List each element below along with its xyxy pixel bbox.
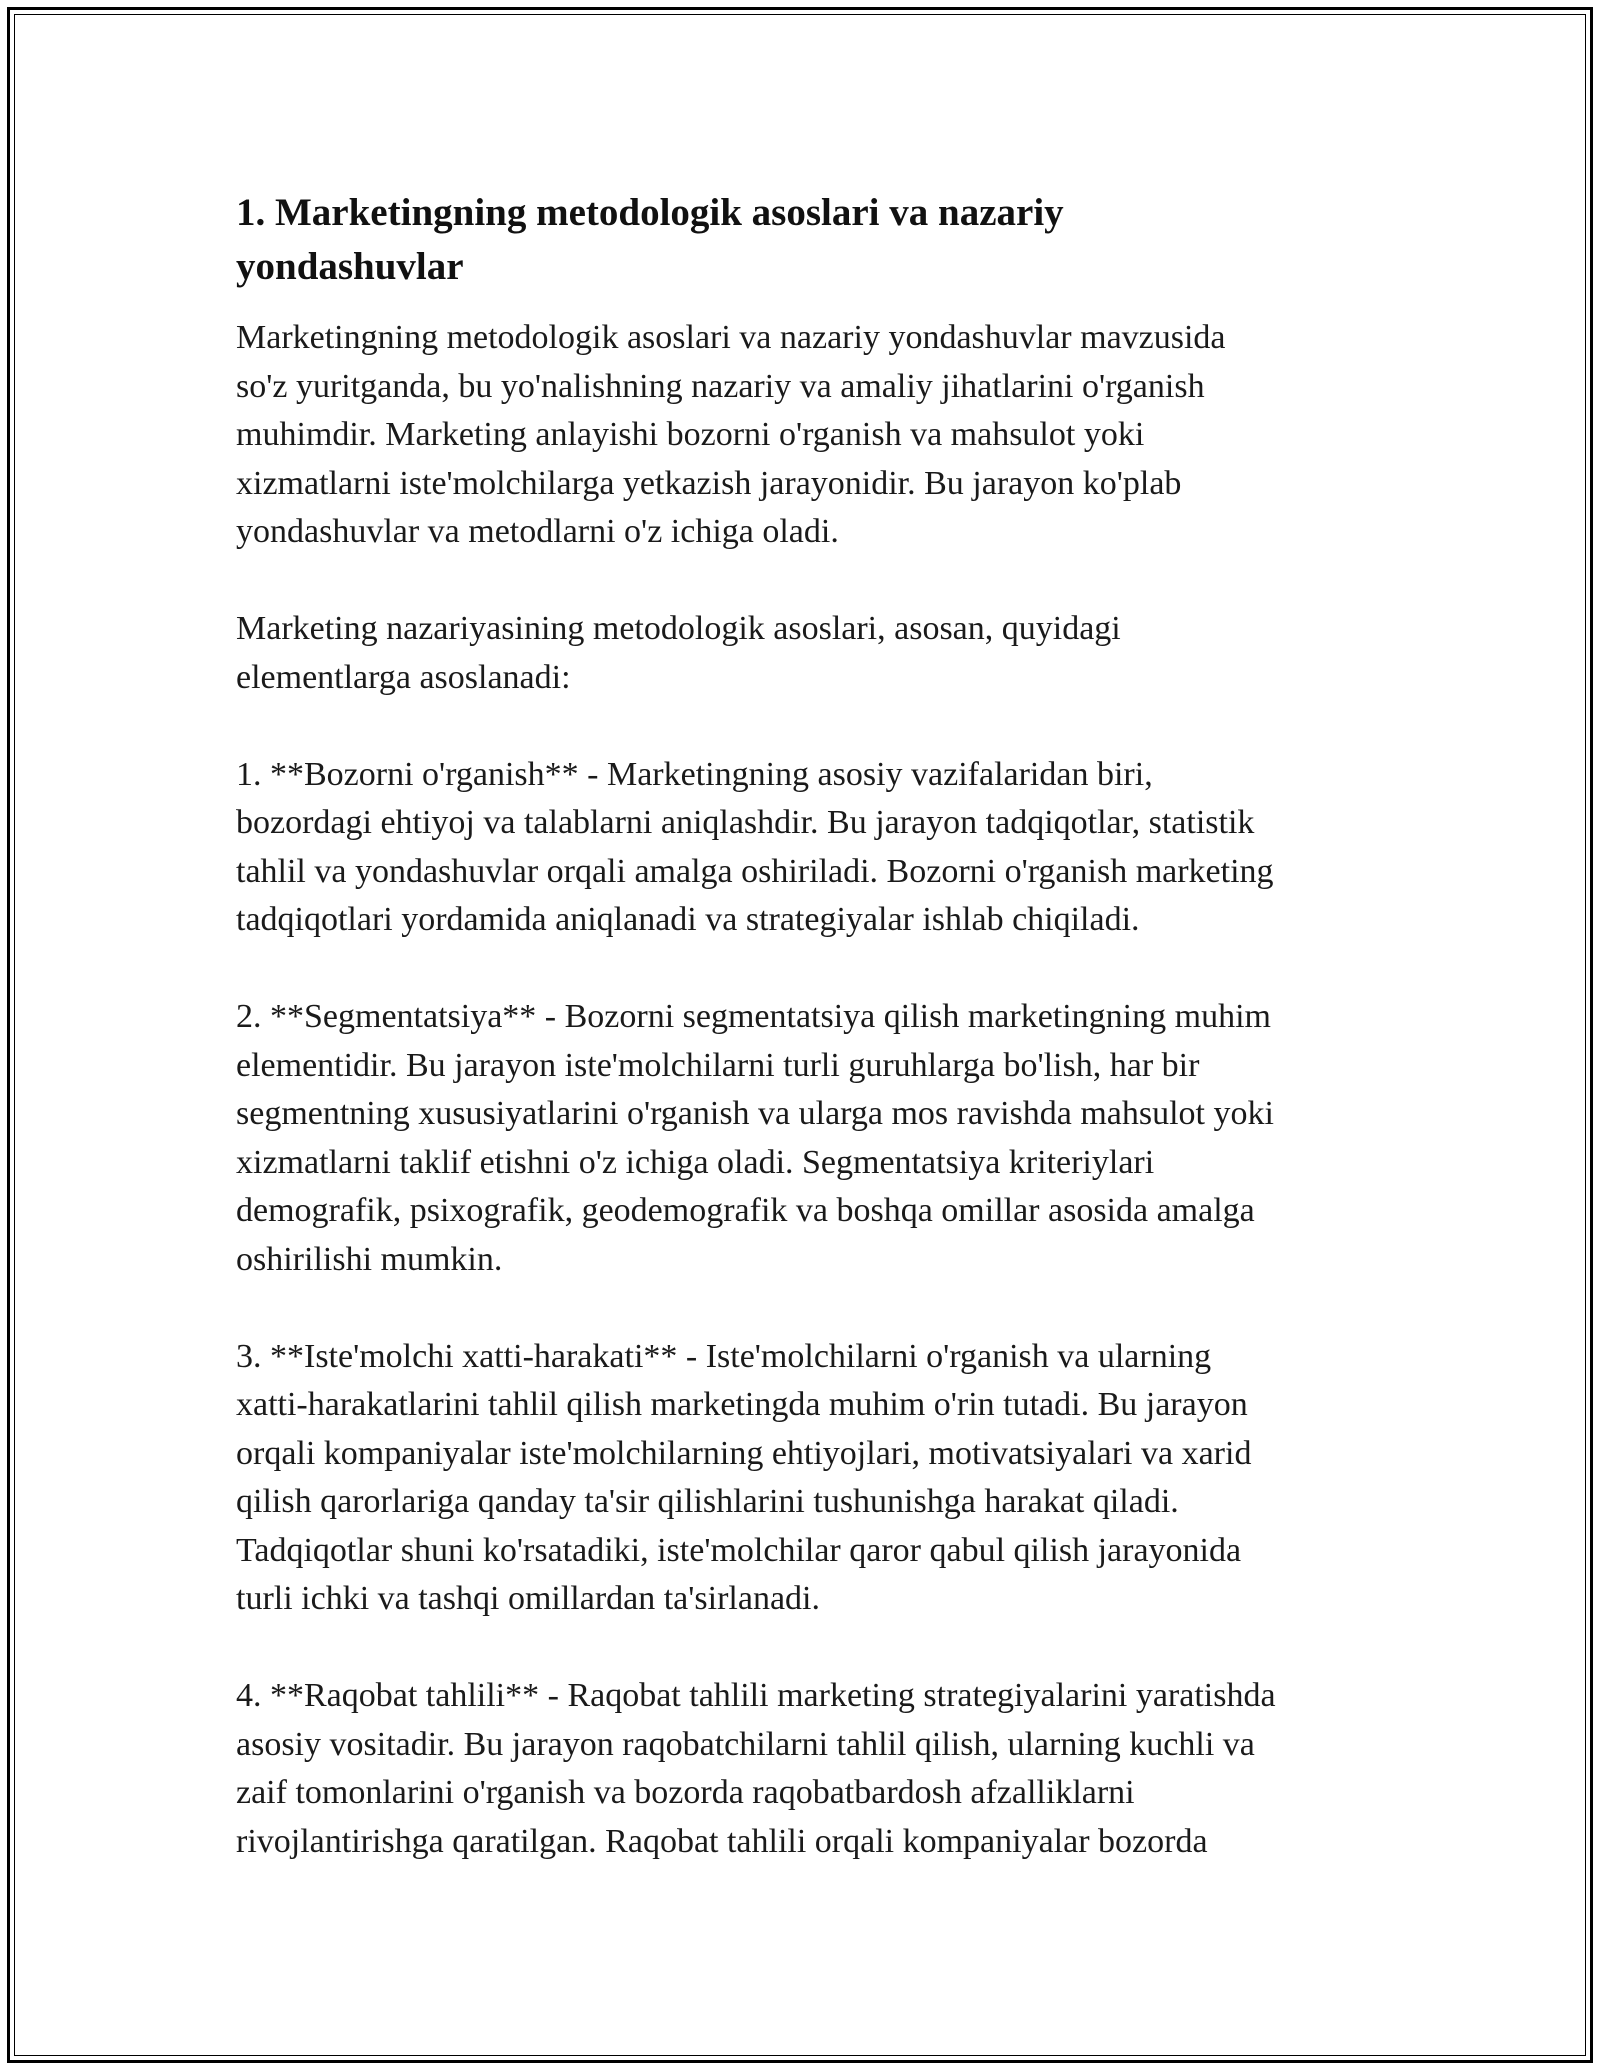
paragraph-item-competition-analysis: 4. **Raqobat tahlili** - Raqobat tahlili marketing strategiyalarini yaratishda asosiy vositadir. Bu jarayon raqobatchilarni tahlil qilish, ularning kuchli va zaif tomonlarini o'rganish va bozorda raqobatbardosh afzalliklarni rivojlantirishga qaratilgan. Raqobat tahlili orqali kompaniyalar bozorda — [236, 1677, 1276, 1860]
document-body — [236, 186, 1376, 1915]
paragraph-item-market-research: 1. **Bozorni o'rganish** - Marketingning asosiy vazifalaridan biri, bozordagi ehtiyoj va talablarni aniqlashdir. Bu jarayon tadqiqotlar, statistik tahlil va yondashuvlar orqali amalga oshiriladi. Bozorni o'rganish marketing tadqiqotlari yordamida aniqlanadi va strategiyalar ishlab chiqiladi. — [236, 755, 1274, 938]
paragraph-item-consumer-behavior: 3. **Iste'molchi xatti-harakati** - Iste'molchilarni o'rganish va ularning xatti-harakatlarini tahlil qilish marketingda muhim o'rin tutadi. Bu jarayon orqali kompaniyalar iste'molchilarning ehtiyojlari, motivatsiyalari va xarid qilish qarorlariga qanday ta'sir qilishlarini tushunishga harakat qiladi. Tadqiqotlar shuni ko'rsatadiki, iste'molchilar qaror qabul qilish jarayonida turli ichki va tashqi omillardan ta'sirlanadi. — [236, 1337, 1252, 1617]
section-heading: 1. Marketingning metodologik asoslari va nazariy yondashuvlar — [236, 191, 1064, 288]
paragraph-intro: Marketingning metodologik asoslari va nazariy yondashuvlar mavzusida so'z yuritganda, bu yo'nalishning nazariy va amaliy jihatlarini o'rganish muhimdir. Marketing anlayishi bozorni o'rganish va mahsulot yoki xizmatlarni iste'molchilarga yetkazish jarayonidir. Bu jarayon ko'plab yondashuvlar va metodlarni o'z ichiga oladi. — [236, 319, 1226, 550]
paragraph-item-segmentation: 2. **Segmentatsiya** - Bozorni segmentatsiya qilish marketingning muhim elementidir. Bu jarayon iste'molchilarni turli guruhlarga bo'lish, har bir segmentning xususiyatlarini o'rganish va ularga mos ravishda mahsulot yoki xizmatlarni taklif etishni o'z ichiga oladi. Segmentatsiya kriteriylari demografik, psixografik, geodemografik va boshqa omillar asosida amalga oshirilishi mumkin. — [236, 998, 1274, 1278]
paragraph-elements-intro: Marketing nazariyasining metodologik asoslari, asosan, quyidagi elementlarga asoslanadi: — [236, 610, 1121, 696]
